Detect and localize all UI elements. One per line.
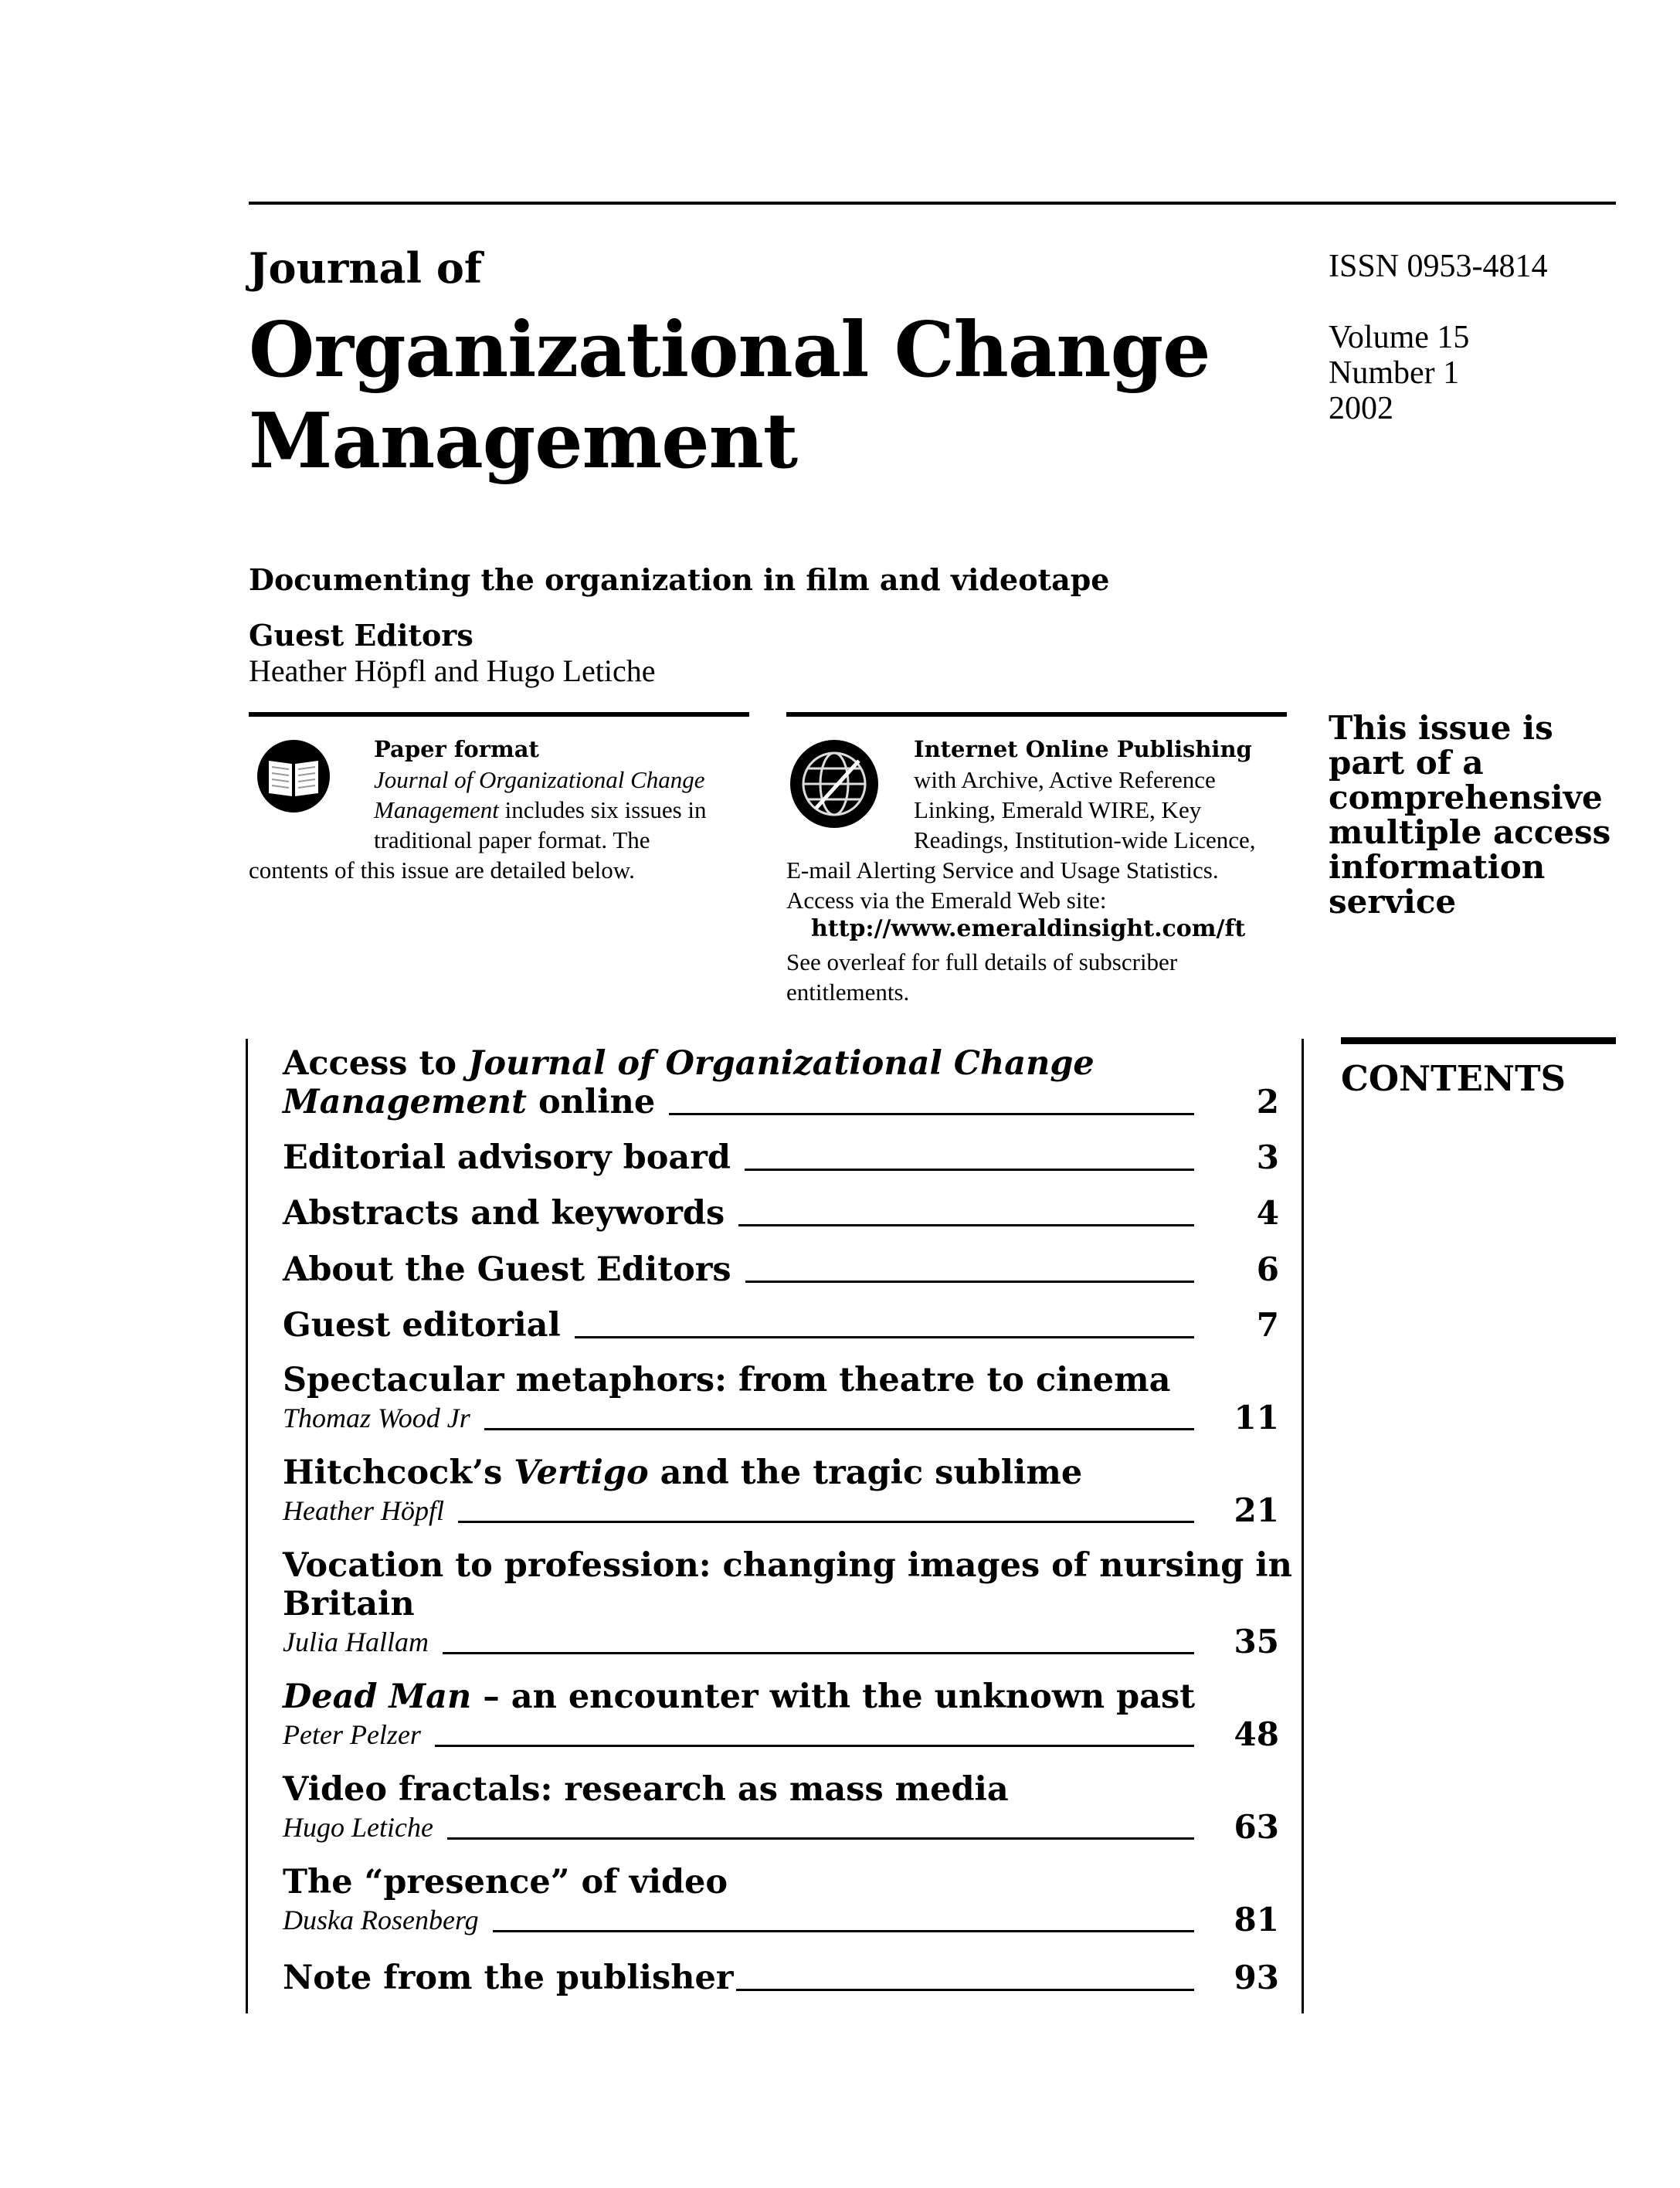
toc-page: 4 (1256, 1194, 1279, 1232)
online-line1: with Archive, Active Reference (914, 766, 1216, 793)
toc-entry-access-online[interactable] (283, 1044, 1279, 1121)
toc-title: Video fractals: research as mass media (283, 1770, 1009, 1809)
contents-rule (1341, 1037, 1616, 1044)
toc-entry-about-editors[interactable] (283, 1250, 1279, 1289)
toc-leader (435, 1745, 1194, 1747)
toc-entry-abstracts[interactable] (283, 1194, 1279, 1233)
top-rule (249, 202, 1616, 205)
toc-title: Guest editorial (283, 1306, 561, 1345)
toc-author: Thomaz Wood Jr (283, 1403, 470, 1433)
volume: Volume 15 (1329, 320, 1470, 355)
book-icon (255, 738, 332, 815)
toc-title: Abstracts and keywords (283, 1194, 725, 1233)
journal-title-line2: Management (249, 397, 798, 486)
access-service-promo (1329, 711, 1638, 919)
promo-line3: comprehensive (1329, 779, 1603, 816)
toc-entry-guest-editorial[interactable] (283, 1306, 1279, 1345)
toc-leader (458, 1521, 1194, 1523)
toc-author: Julia Hallam (283, 1627, 429, 1657)
toc-deadman-post: – an encounter with the unknown past (471, 1677, 1196, 1716)
globe-icon (788, 738, 881, 830)
contents-heading: CONTENTS (1341, 1058, 1566, 1099)
online-text (914, 734, 1285, 855)
journal-of-label: Journal of (249, 243, 483, 293)
toc-title: Spectacular metaphors: from theatre to cinema (283, 1361, 1171, 1399)
online-line5: Access via the Emerald Web site: (786, 887, 1107, 914)
toc-leader (443, 1652, 1194, 1654)
toc-title: Editorial advisory board (283, 1138, 731, 1177)
toc-title-2: Britain (283, 1585, 415, 1623)
volume-info (1329, 320, 1469, 426)
toc-leader (575, 1336, 1194, 1338)
toc-title: Note from the publisher (283, 1959, 734, 1997)
paper-format-journal-1: Journal of Organizational Change (374, 766, 705, 793)
toc-entry-spectacular[interactable] (283, 1361, 1279, 1437)
toc-hitchcock-post: and the tragic sublime (648, 1454, 1083, 1492)
online-line3: Readings, Institution-wide Licence, (914, 826, 1256, 853)
toc-access-journal-2: Management (283, 1083, 527, 1121)
toc-page: 48 (1234, 1715, 1279, 1753)
toc-author: Heather Höpfl (283, 1495, 444, 1526)
toc-leader (745, 1169, 1194, 1171)
toc-title: About the Guest Editors (283, 1250, 731, 1289)
number: Number 1 (1329, 355, 1460, 391)
journal-title-line1: Organizational Change (249, 306, 1210, 395)
guest-editors-heading: Guest Editors (249, 618, 473, 653)
online-line4: E-mail Alerting Service and Usage Statistics. (786, 857, 1219, 884)
online-text-after (786, 947, 1288, 1007)
toc-leader (484, 1428, 1194, 1430)
online-heading: Internet Online Publishing (914, 736, 1252, 762)
toc-entry-publisher-note[interactable] (283, 1959, 1279, 1997)
promo-line6: service (1329, 883, 1457, 921)
promo-line5: information (1329, 848, 1546, 886)
promo-line1: This issue is (1329, 709, 1553, 747)
toc-entry-video-fractals[interactable] (283, 1770, 1279, 1846)
paper-format-rule (249, 712, 749, 717)
online-rule (786, 712, 1287, 717)
toc-leader (447, 1837, 1194, 1840)
year: 2002 (1329, 391, 1393, 426)
toc-entry-dead-man[interactable] (283, 1677, 1279, 1753)
toc-entry-vocation[interactable] (283, 1546, 1292, 1661)
toc-page: 21 (1234, 1491, 1279, 1529)
toc-author: Duska Rosenberg (283, 1905, 479, 1935)
toc-access-journal: Journal of Organizational Change (468, 1044, 1095, 1083)
paper-format-line3: traditional paper format. The (374, 826, 650, 853)
online-line2: Linking, Emerald WIRE, Key (914, 796, 1202, 823)
toc-leader (738, 1224, 1194, 1226)
emerald-url-link[interactable]: http://www.emeraldinsight.com/ft (811, 915, 1246, 942)
toc-right-rule (1302, 1039, 1304, 2013)
guest-editors-names: Heather Höpfl and Hugo Letiche (249, 653, 656, 688)
toc-title: Vocation to profession: changing images of nursing in (283, 1546, 1292, 1585)
toc-page: 81 (1234, 1901, 1279, 1939)
toc-page: 93 (1234, 1959, 1279, 1996)
toc-page: 7 (1256, 1306, 1279, 1344)
online-line6: See overleaf for full details of subscriber (786, 948, 1178, 975)
paper-format-journal-2: Management (374, 796, 499, 823)
toc-deadman-film: Dead Man (283, 1677, 472, 1716)
toc-page: 3 (1256, 1138, 1279, 1176)
toc-author: Peter Pelzer (283, 1719, 421, 1750)
toc-entry-hitchcock[interactable] (283, 1454, 1279, 1529)
toc-hitchcock-pre: Hitchcock’s (283, 1454, 514, 1492)
issn: ISSN 0953-4814 (1329, 249, 1548, 284)
toc-page: 2 (1256, 1083, 1279, 1121)
toc-author: Hugo Letiche (283, 1812, 433, 1843)
toc-left-rule (246, 1039, 248, 2013)
toc-leader (493, 1930, 1194, 1932)
online-line7: entitlements. (786, 979, 910, 1006)
paper-format-heading: Paper format (374, 736, 539, 762)
toc-entry-editorial-board[interactable] (283, 1138, 1279, 1177)
toc-leader (669, 1113, 1194, 1115)
toc-page: 6 (1256, 1250, 1279, 1288)
toc-leader (745, 1281, 1194, 1283)
toc-leader (736, 1989, 1194, 1991)
toc-page: 11 (1234, 1399, 1279, 1437)
issue-theme: Documenting the organization in film and videotape (249, 562, 1110, 597)
promo-line4: multiple access (1329, 813, 1611, 851)
paper-format-line2: includes six issues in (498, 796, 707, 823)
toc-hitchcock-film: Vertigo (514, 1454, 649, 1492)
promo-line2: part of a (1329, 744, 1484, 782)
toc-entry-presence[interactable] (283, 1863, 1279, 1939)
toc-title: The “presence” of video (283, 1863, 728, 1901)
paper-format-line4: contents of this issue are detailed below. (249, 857, 635, 884)
toc-access-pre: Access to (283, 1044, 468, 1083)
journal-title (249, 305, 1210, 487)
online-text-cont (786, 855, 1288, 915)
toc-access-post: online (527, 1083, 656, 1121)
paper-format-text (374, 734, 760, 855)
toc-page: 63 (1234, 1808, 1279, 1846)
toc-page: 35 (1234, 1623, 1279, 1661)
